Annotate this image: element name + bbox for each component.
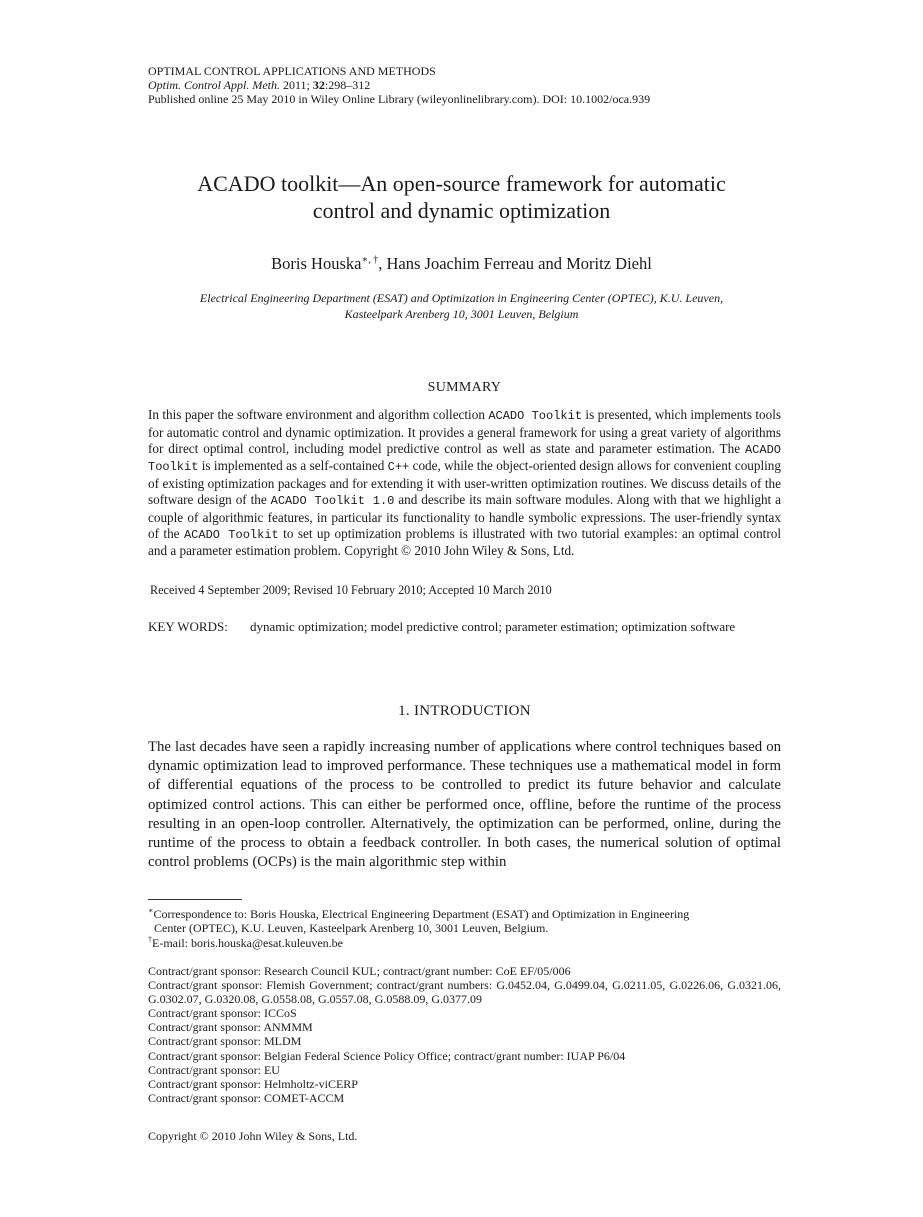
- citation-journal: Optim. Control Appl. Meth.: [148, 78, 280, 92]
- summary-part-5: and describe its main software modules. Along with that we highlight a couple of algorithmic features, in particular its functionality to handle symbolic expressions. The user-friendly syntax of the: [148, 491, 782, 541]
- journal-name: OPTIMAL CONTROL APPLICATIONS AND METHODS: [148, 64, 436, 78]
- introduction-text: The last decades have seen a rapidly increasing number of applications where control techniques based on dynamic optimization lead to improved performance. These techniques use a mathematical model in form of differential equations of the process to be controlled to predict its future behavior and calculate optimized control actions. This can either be performed once, offline, before the runtime of the process resulting in an open-loop controller. Alternatively, the optimization can be performed, online, during the runtime of the process to obtain a feedback controller. In both cases, the numerical solution of optimal control problems (OCPs) is the main algorithmic step within: [148, 739, 781, 871]
- paper-title: [130, 170, 793, 224]
- grant-sponsors: [148, 964, 781, 1105]
- email-text: E-mail: boris.houska@esat.kuleuven.be: [152, 936, 344, 950]
- author-marks: ∗, †: [361, 254, 379, 266]
- sponsor-item: Contract/grant sponsor: EU: [148, 1062, 280, 1077]
- summary-heading: SUMMARY: [427, 380, 502, 395]
- sponsor-item: Contract/grant sponsor: Helmholtz-viCERP: [148, 1076, 358, 1091]
- correspondence-line-2: Center (OPTEC), K.U. Leuven, Kasteelpark Arenberg 10, 3001 Leuven, Belgium.: [154, 921, 549, 936]
- correspondence-mark: ∗: [148, 906, 154, 915]
- summary-part-2: is presented, which implements tools for automatic control and dynamic optimization. It provides a general framework for using a great variety of algorithms for direct optimal control, including model predictive control as well as state and parameter estimation. The: [148, 407, 782, 456]
- sponsor-item: Contract/grant sponsor: ANMMM: [148, 1020, 313, 1035]
- journal-header: [148, 64, 650, 106]
- code-cpp: C++: [387, 460, 410, 475]
- introduction-heading: 1. INTRODUCTION: [398, 703, 531, 719]
- keywords-text: dynamic optimization; model predictive control; parameter estimation; optimization software: [250, 619, 736, 634]
- affiliation: [130, 291, 793, 322]
- citation-pages: :298–312: [324, 78, 371, 92]
- authors: [130, 254, 793, 274]
- correspondence-text-1: Correspondence to: Boris Houska, Electrical Engineering Department (ESAT) and Optimization in Engineering: [153, 907, 690, 921]
- sponsor-item: Contract/grant sponsor: Belgian Federal Science Policy Office; contract/grant number: IUAP P6/04: [148, 1048, 626, 1063]
- keywords: [148, 619, 781, 635]
- sponsor-item: Contract/grant sponsor: MLDM: [148, 1034, 302, 1049]
- author-rest: , Hans Joachim Ferreau and Moritz Diehl: [378, 254, 652, 273]
- summary-part-4: code, while the object-oriented design allows for convenient coupling of existing optimization packages and for extending it with user-written optimization routines. We discuss details of the software design of the: [148, 458, 781, 507]
- affiliation-line-2: Kasteelpark Arenberg 10, 3001 Leuven, Belgium: [344, 306, 579, 321]
- footnote-divider: [148, 899, 242, 900]
- title-line-1: ACADO toolkit—An open-source framework for automatic: [197, 171, 726, 196]
- summary-text: [148, 407, 781, 559]
- received-dates: Received 4 September 2009; Revised 10 February 2010; Accepted 10 March 2010: [150, 583, 552, 597]
- correspondence-line-1: [148, 904, 781, 921]
- published-line: Published online 25 May 2010 in Wiley Online Library (wileyonlinelibrary.com). DOI: 10.1002/oca.939: [148, 92, 651, 106]
- code-acado-3: ACADO Toolkit: [183, 527, 279, 542]
- sponsor-item: Contract/grant sponsor: Research Council KUL; contract/grant number: CoE EF/05/006: [148, 964, 571, 978]
- sponsor-item: Contract/grant sponsor: Flemish Government; contract/grant numbers: G.0452.04, G.0499.04, G.0211.05, G.0226.06, G.0321.06, G.0302.07, G.0320.08, G.0558.08, G.0557.08, G.0588.09, G.0377.09: [148, 978, 781, 1007]
- code-acado-1: ACADO Toolkit: [488, 409, 583, 423]
- keywords-label: KEY WORDS:: [148, 619, 228, 634]
- copyright-footer: Copyright © 2010 John Wiley & Sons, Ltd.: [148, 1129, 358, 1143]
- email-footnote: [148, 935, 343, 951]
- author-first: Boris Houska: [271, 254, 362, 273]
- citation-line: [148, 78, 650, 92]
- citation-volume: 32: [312, 78, 325, 92]
- summary-part-1: In this paper the software environment and algorithm collection: [148, 407, 485, 422]
- email-mark: †: [148, 935, 152, 944]
- code-acado-version: ACADO Toolkit 1.0: [270, 493, 395, 508]
- sponsor-item: Contract/grant sponsor: ICCoS: [148, 1006, 297, 1021]
- summary-part-3: is implemented as a self-contained: [201, 458, 385, 474]
- correspondence-footnote: [148, 904, 781, 935]
- affiliation-line-1: Electrical Engineering Department (ESAT) and Optimization in Engineering Center (OPTEC), K.U. Leuven,: [199, 291, 724, 305]
- sponsor-item: Contract/grant sponsor: COMET-ACCM: [148, 1090, 345, 1105]
- citation-year: 2011;: [283, 78, 310, 92]
- title-line-2: control and dynamic optimization: [312, 198, 611, 223]
- summary-part-6: to set up optimization problems is illustrated with two tutorial examples: an optimal control and a parameter estimation problem. Copyright © 2010 John Wiley & Sons, Ltd.: [148, 525, 781, 559]
- code-acado-2: ACADO Toolkit: [148, 442, 781, 475]
